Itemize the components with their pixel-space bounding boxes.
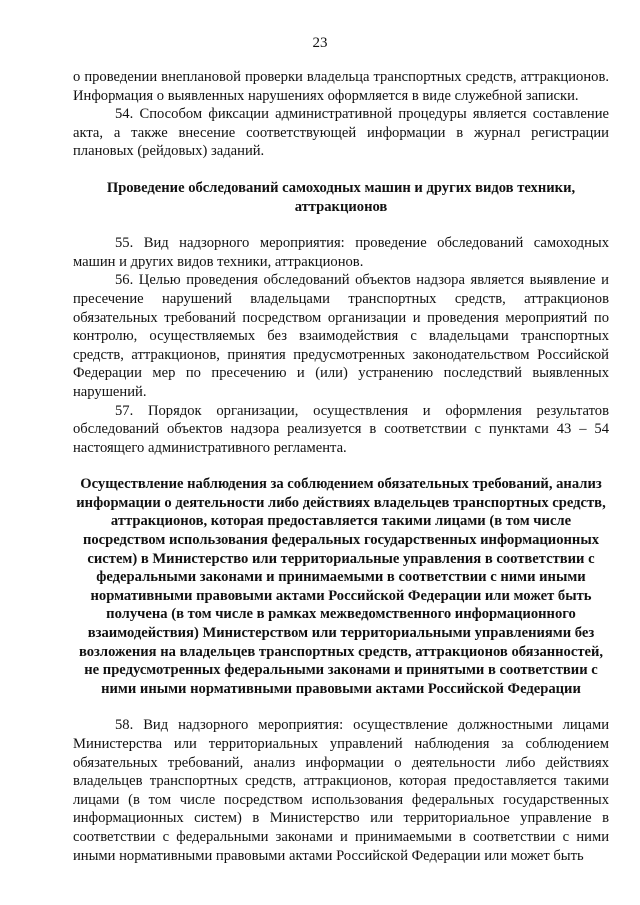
paragraph-56: 56. Целью проведения обследований объектов надзора является выявление и пресечение нарушений владельцами транспортных средств, аттракционов обязательных требований посредством организации и проведения мероприятий по контролю, осуществляемых без взаимодействия с владельцами транспортных средств, аттракционов, принятия предусмотренных законодательством Российской Федерации мер по пресечению и (или) устранению последствий выявленных нарушений.	[73, 272, 609, 400]
paragraph-58: 58. Вид надзорного мероприятия: осуществление должностными лицами Министерства или территориальных управлений наблюдения за соблюдением обязательных требований, анализ информации о деятельности либо действиях владельцев транспортных средств, аттракционов, которая предоставляется такими лицами (в том числе посредством использования федеральных государственных информационных систем) в Министерство или территориальное управление в соответствии с федеральными законами и принимаемыми в соответствии с ними иными нормативными правовыми актами Российской Федерации или может быть	[73, 717, 609, 864]
page-number: 23	[312, 35, 328, 51]
paragraph-54: 54. Способом фиксации административной процедуры является составление акта, а также внесение соответствующей информации в журнал регистрации плановых (рейдовых) заданий.	[73, 106, 609, 160]
section-heading-observation: Осуществление наблюдения за соблюдением обязательных требований, анализ информации о деятельности либо действиях владельцев транспортных средств, аттракционов, которая предоставляется такими лицами (в том числе посредством использования федеральных государственных информационных систем) в Министерство или территориальные управления в соответствии с федеральными законами и принимаемыми в соответствии с ними иными нормативными правовыми актами Российской Федерации или может быть получена (в том числе в рамках межведомственного информационного взаимодействия) Министерством или территориальными управлениями без возложения на владельцев транспортных средств, аттракционов обязанностей, не предусмотренных федеральными законами и принятыми в соответствии с ними иными нормативными правовыми актами Российской Федерации	[76, 476, 606, 697]
paragraph-55: 55. Вид надзорного мероприятия: проведение обследований самоходных машин и других видов техники, аттракционов.	[73, 235, 609, 270]
page-content	[73, 68, 609, 865]
paragraph-continuation: о проведении внеплановой проверки владельца транспортных средств, аттракционов. Информация о выявленных нарушениях оформляется в виде служебной записки.	[73, 69, 609, 104]
section-heading-surveys: Проведение обследований самоходных машин и других видов техники, аттракционов	[106, 179, 576, 215]
paragraph-57: 57. Порядок организации, осуществления и оформления результатов обследований объектов надзора реализуется в соответствии с пунктами 43 – 54 настоящего административного регламента.	[73, 402, 609, 456]
